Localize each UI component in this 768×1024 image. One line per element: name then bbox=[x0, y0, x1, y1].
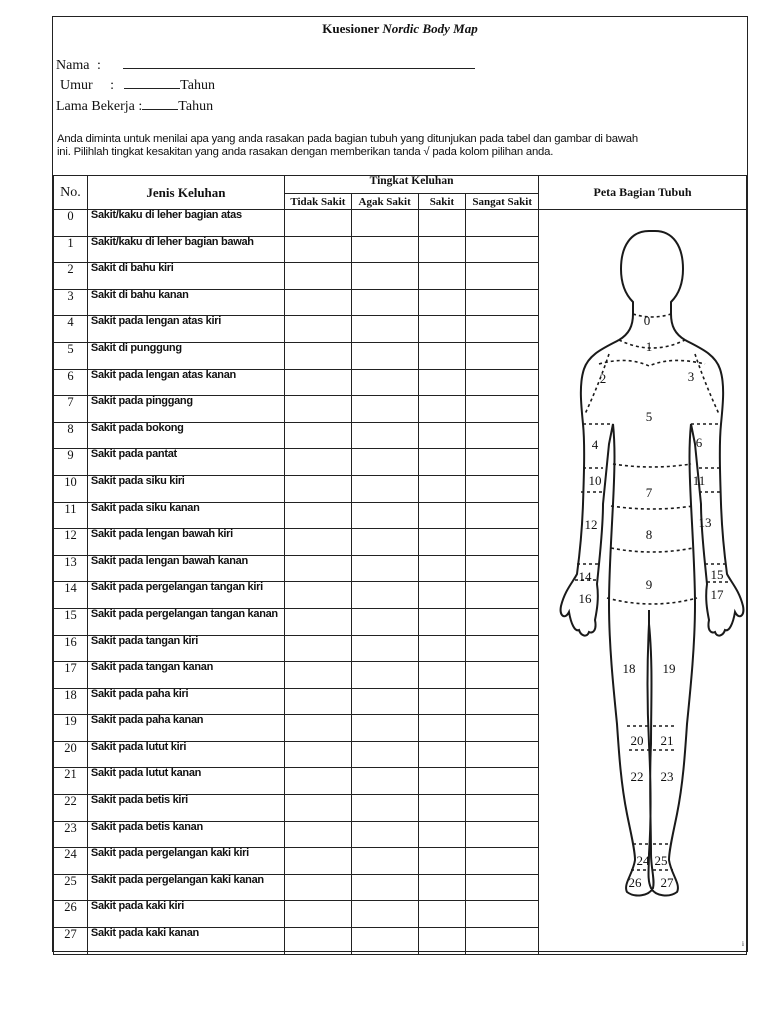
level-checkbox-cell[interactable] bbox=[418, 210, 466, 237]
level-checkbox-cell[interactable] bbox=[351, 396, 418, 423]
level-checkbox-cell[interactable] bbox=[351, 236, 418, 263]
level-checkbox-cell[interactable] bbox=[351, 768, 418, 795]
level-header-0: Tidak Sakit bbox=[285, 194, 352, 210]
level-checkbox-cell[interactable] bbox=[466, 741, 539, 768]
region-label-18: 18 bbox=[622, 661, 636, 676]
lama-bekerja-label: Lama Bekerja : bbox=[56, 99, 143, 114]
lama-bekerja-input-line[interactable] bbox=[142, 97, 178, 110]
level-checkbox-cell[interactable] bbox=[418, 768, 466, 795]
region-label-7: 7 bbox=[645, 485, 653, 500]
level-checkbox-cell[interactable] bbox=[285, 662, 352, 689]
row-number: 9 bbox=[54, 449, 88, 476]
level-checkbox-cell[interactable] bbox=[285, 475, 352, 502]
complaint-label: Sakit pada pergelangan kaki kanan bbox=[87, 874, 284, 901]
level-checkbox-cell[interactable] bbox=[466, 475, 539, 502]
level-checkbox-cell[interactable] bbox=[466, 768, 539, 795]
level-checkbox-cell[interactable] bbox=[418, 582, 466, 609]
region-label-9: 9 bbox=[645, 577, 653, 592]
level-checkbox-cell[interactable] bbox=[418, 635, 466, 662]
level-checkbox-cell[interactable] bbox=[351, 741, 418, 768]
corner-mark: i bbox=[742, 939, 744, 948]
level-checkbox-cell[interactable] bbox=[466, 422, 539, 449]
row-number: 24 bbox=[54, 848, 88, 875]
level-checkbox-cell[interactable] bbox=[418, 688, 466, 715]
level-checkbox-cell[interactable] bbox=[418, 316, 466, 343]
level-checkbox-cell[interactable] bbox=[285, 848, 352, 875]
level-checkbox-cell[interactable] bbox=[285, 901, 352, 928]
form-header bbox=[53, 17, 747, 176]
level-checkbox-cell[interactable] bbox=[466, 289, 539, 316]
level-checkbox-cell[interactable] bbox=[351, 901, 418, 928]
level-checkbox-cell[interactable] bbox=[285, 635, 352, 662]
level-checkbox-cell[interactable] bbox=[466, 396, 539, 423]
region-label-2: 2 bbox=[599, 371, 607, 386]
segment-line-4 bbox=[695, 354, 719, 414]
complaint-label: Sakit pada lengan atas kanan bbox=[87, 369, 284, 396]
level-checkbox-cell[interactable] bbox=[351, 608, 418, 635]
level-checkbox-cell[interactable] bbox=[466, 369, 539, 396]
level-checkbox-cell[interactable] bbox=[285, 289, 352, 316]
row-number: 27 bbox=[54, 928, 88, 955]
segment-line-12 bbox=[611, 506, 693, 509]
complaint-label: Sakit pada siku kiri bbox=[87, 475, 284, 502]
region-label-8: 8 bbox=[645, 527, 653, 542]
level-header-2: Sakit bbox=[418, 194, 466, 210]
level-checkbox-cell[interactable] bbox=[466, 928, 539, 955]
segment-line-13 bbox=[611, 548, 693, 552]
region-label-25: 25 bbox=[654, 853, 668, 868]
level-checkbox-cell[interactable] bbox=[466, 263, 539, 290]
complaint-label: Sakit pada paha kiri bbox=[87, 688, 284, 715]
level-checkbox-cell[interactable] bbox=[285, 236, 352, 263]
segment-line-18 bbox=[607, 598, 697, 604]
level-checkbox-cell[interactable] bbox=[466, 449, 539, 476]
level-checkbox-cell[interactable] bbox=[351, 210, 418, 237]
region-label-19: 19 bbox=[662, 661, 676, 676]
level-checkbox-cell[interactable] bbox=[285, 582, 352, 609]
level-checkbox-cell[interactable] bbox=[418, 342, 466, 369]
segment-line-0 bbox=[633, 314, 671, 317]
title-prefix: Kuesioner bbox=[322, 21, 383, 36]
region-label-20: 20 bbox=[630, 733, 644, 748]
level-checkbox-cell[interactable] bbox=[351, 449, 418, 476]
level-checkbox-cell[interactable] bbox=[285, 688, 352, 715]
region-label-24: 24 bbox=[636, 853, 650, 868]
row-number: 6 bbox=[54, 369, 88, 396]
level-checkbox-cell[interactable] bbox=[466, 821, 539, 848]
region-label-13: 13 bbox=[698, 515, 712, 530]
region-label-15: 15 bbox=[710, 567, 724, 582]
level-checkbox-cell[interactable] bbox=[418, 662, 466, 689]
row-number: 13 bbox=[54, 555, 88, 582]
complaint-label: Sakit pada pergelangan tangan kanan bbox=[87, 608, 284, 635]
level-checkbox-cell[interactable] bbox=[418, 608, 466, 635]
level-checkbox-cell[interactable] bbox=[466, 901, 539, 928]
level-checkbox-cell[interactable] bbox=[351, 635, 418, 662]
region-label-3: 3 bbox=[687, 369, 695, 384]
level-checkbox-cell[interactable] bbox=[285, 608, 352, 635]
complaint-label: Sakit pada betis kanan bbox=[87, 821, 284, 848]
complaint-label: Sakit pada bokong bbox=[87, 422, 284, 449]
level-checkbox-cell[interactable] bbox=[466, 316, 539, 343]
row-number: 12 bbox=[54, 529, 88, 556]
level-checkbox-cell[interactable] bbox=[418, 396, 466, 423]
instructions bbox=[57, 133, 717, 158]
row-number: 2 bbox=[54, 263, 88, 290]
complaint-label: Sakit/kaku di leher bagian bawah bbox=[87, 236, 284, 263]
umur-separator: : bbox=[110, 78, 115, 93]
level-checkbox-cell[interactable] bbox=[466, 608, 539, 635]
level-checkbox-cell[interactable] bbox=[466, 342, 539, 369]
level-checkbox-cell[interactable] bbox=[418, 848, 466, 875]
row-number: 11 bbox=[54, 502, 88, 529]
region-label-26: 26 bbox=[628, 875, 642, 890]
level-checkbox-cell[interactable] bbox=[351, 688, 418, 715]
title-italic: Nordic Body Map bbox=[382, 21, 478, 36]
complaint-label: Sakit pada lengan bawah kiri bbox=[87, 529, 284, 556]
region-label-21: 21 bbox=[660, 733, 674, 748]
level-checkbox-cell[interactable] bbox=[418, 715, 466, 742]
complaint-label: Sakit pada lengan atas kiri bbox=[87, 316, 284, 343]
region-label-12: 12 bbox=[584, 517, 598, 532]
level-checkbox-cell[interactable] bbox=[418, 502, 466, 529]
level-checkbox-cell[interactable] bbox=[466, 635, 539, 662]
level-header-1: Agak Sakit bbox=[351, 194, 418, 210]
row-number: 4 bbox=[54, 316, 88, 343]
region-label-11: 11 bbox=[692, 473, 706, 488]
nama-input-line[interactable] bbox=[123, 56, 475, 69]
complaint-label: Sakit di bahu kanan bbox=[87, 289, 284, 316]
row-number: 16 bbox=[54, 635, 88, 662]
level-checkbox-cell[interactable] bbox=[351, 662, 418, 689]
instruction-line-1: Anda diminta untuk menilai apa yang anda rasakan pada bagian tubuh yang ditunjukan pada tabel dan gambar di bawah bbox=[57, 133, 638, 145]
complaint-label: Sakit pada pantat bbox=[87, 449, 284, 476]
level-checkbox-cell[interactable] bbox=[418, 236, 466, 263]
complaint-label: Sakit/kaku di leher bagian atas bbox=[87, 210, 284, 237]
form-title bbox=[53, 21, 747, 37]
level-checkbox-cell[interactable] bbox=[418, 529, 466, 556]
level-checkbox-cell[interactable] bbox=[418, 555, 466, 582]
row-number: 0 bbox=[54, 210, 88, 237]
region-label-22: 22 bbox=[630, 769, 644, 784]
level-checkbox-cell[interactable] bbox=[418, 449, 466, 476]
level-checkbox-cell[interactable] bbox=[351, 555, 418, 582]
level-checkbox-cell[interactable] bbox=[466, 502, 539, 529]
row-number: 25 bbox=[54, 874, 88, 901]
body-map-cell bbox=[539, 210, 747, 955]
complaint-label: Sakit pada lutut kiri bbox=[87, 741, 284, 768]
row-number: 7 bbox=[54, 396, 88, 423]
level-checkbox-cell[interactable] bbox=[351, 821, 418, 848]
level-checkbox-cell[interactable] bbox=[285, 263, 352, 290]
row-number: 1 bbox=[54, 236, 88, 263]
level-checkbox-cell[interactable] bbox=[466, 848, 539, 875]
level-checkbox-cell[interactable] bbox=[285, 342, 352, 369]
body-map-figure bbox=[539, 210, 746, 950]
umur-input-line[interactable] bbox=[124, 76, 180, 89]
level-checkbox-cell[interactable] bbox=[466, 688, 539, 715]
level-checkbox-cell[interactable] bbox=[466, 582, 539, 609]
region-label-17: 17 bbox=[710, 587, 724, 602]
region-label-1: 1 bbox=[645, 339, 653, 354]
level-checkbox-cell[interactable] bbox=[351, 263, 418, 290]
level-checkbox-cell[interactable] bbox=[285, 715, 352, 742]
level-checkbox-cell[interactable] bbox=[418, 369, 466, 396]
level-checkbox-cell[interactable] bbox=[418, 289, 466, 316]
level-checkbox-cell[interactable] bbox=[351, 874, 418, 901]
row-number: 5 bbox=[54, 342, 88, 369]
level-checkbox-cell[interactable] bbox=[466, 715, 539, 742]
row-number: 22 bbox=[54, 795, 88, 822]
level-checkbox-cell[interactable] bbox=[351, 422, 418, 449]
level-checkbox-cell[interactable] bbox=[285, 369, 352, 396]
segment-line-8 bbox=[613, 464, 691, 467]
umur-unit: Tahun bbox=[180, 78, 215, 93]
region-label-6: 6 bbox=[695, 435, 703, 450]
complaint-label: Sakit pada siku kanan bbox=[87, 502, 284, 529]
level-checkbox-cell[interactable] bbox=[285, 422, 352, 449]
level-checkbox-cell[interactable] bbox=[351, 316, 418, 343]
umur-field[interactable] bbox=[60, 76, 215, 94]
level-checkbox-cell[interactable] bbox=[285, 874, 352, 901]
segment-line-2 bbox=[599, 360, 705, 366]
level-checkbox-cell[interactable] bbox=[285, 795, 352, 822]
complaint-label: Sakit pada lutut kanan bbox=[87, 768, 284, 795]
level-checkbox-cell[interactable] bbox=[418, 741, 466, 768]
level-checkbox-cell[interactable] bbox=[285, 555, 352, 582]
region-label-4: 4 bbox=[591, 437, 599, 452]
complaint-label: Sakit pada paha kanan bbox=[87, 715, 284, 742]
row-number: 17 bbox=[54, 662, 88, 689]
complaint-table bbox=[53, 175, 747, 955]
level-checkbox-cell[interactable] bbox=[285, 821, 352, 848]
lama-bekerja-unit: Tahun bbox=[178, 99, 214, 114]
level-checkbox-cell[interactable] bbox=[418, 475, 466, 502]
level-checkbox-cell[interactable] bbox=[285, 449, 352, 476]
level-checkbox-cell[interactable] bbox=[466, 874, 539, 901]
row-number: 19 bbox=[54, 715, 88, 742]
level-checkbox-cell[interactable] bbox=[418, 422, 466, 449]
instruction-line-2: ini. Pilihlah tingkat kesakitan yang anda rasakan dengan memberikan tanda √ pada kolom pilihan anda. bbox=[57, 145, 554, 158]
level-checkbox-cell[interactable] bbox=[466, 795, 539, 822]
level-checkbox-cell[interactable] bbox=[351, 475, 418, 502]
level-checkbox-cell[interactable] bbox=[466, 662, 539, 689]
nama-label: Nama bbox=[56, 58, 90, 73]
umur-label: Umur bbox=[60, 78, 93, 93]
col-tingkat-header: Tingkat Keluhan bbox=[285, 176, 539, 194]
complaint-label: Sakit pada lengan bawah kanan bbox=[87, 555, 284, 582]
region-label-0: 0 bbox=[643, 313, 651, 328]
region-label-5: 5 bbox=[645, 409, 653, 424]
row-number: 14 bbox=[54, 582, 88, 609]
complaint-label: Sakit pada kaki kanan bbox=[87, 928, 284, 955]
col-no-header: No. bbox=[54, 176, 88, 210]
row-number: 10 bbox=[54, 475, 88, 502]
level-checkbox-cell[interactable] bbox=[351, 342, 418, 369]
level-checkbox-cell[interactable] bbox=[351, 502, 418, 529]
level-checkbox-cell[interactable] bbox=[351, 369, 418, 396]
complaint-label: Sakit pada kaki kiri bbox=[87, 901, 284, 928]
level-checkbox-cell[interactable] bbox=[285, 928, 352, 955]
level-checkbox-cell[interactable] bbox=[418, 821, 466, 848]
level-checkbox-cell[interactable] bbox=[285, 210, 352, 237]
level-header-3: Sangat Sakit bbox=[466, 194, 539, 210]
level-checkbox-cell[interactable] bbox=[466, 236, 539, 263]
col-peta-header: Peta Bagian Tubuh bbox=[539, 176, 747, 210]
level-checkbox-cell[interactable] bbox=[418, 874, 466, 901]
level-checkbox-cell[interactable] bbox=[466, 529, 539, 556]
level-checkbox-cell[interactable] bbox=[418, 263, 466, 290]
level-checkbox-cell[interactable] bbox=[285, 741, 352, 768]
level-checkbox-cell[interactable] bbox=[351, 848, 418, 875]
level-checkbox-cell[interactable] bbox=[351, 582, 418, 609]
level-checkbox-cell[interactable] bbox=[285, 502, 352, 529]
level-checkbox-cell[interactable] bbox=[351, 795, 418, 822]
level-checkbox-cell[interactable] bbox=[418, 901, 466, 928]
complaint-label: Sakit pada tangan kiri bbox=[87, 635, 284, 662]
complaint-label: Sakit pada pergelangan tangan kiri bbox=[87, 582, 284, 609]
level-checkbox-cell[interactable] bbox=[351, 715, 418, 742]
level-checkbox-cell[interactable] bbox=[285, 768, 352, 795]
row-number: 21 bbox=[54, 768, 88, 795]
lama-bekerja-field[interactable] bbox=[56, 97, 213, 115]
region-label-16: 16 bbox=[578, 591, 592, 606]
row-number: 26 bbox=[54, 901, 88, 928]
row-number: 15 bbox=[54, 608, 88, 635]
level-checkbox-cell[interactable] bbox=[351, 529, 418, 556]
questionnaire-sheet bbox=[52, 16, 748, 952]
complaint-label: Sakit pada pinggang bbox=[87, 396, 284, 423]
row-number: 8 bbox=[54, 422, 88, 449]
level-checkbox-cell[interactable] bbox=[351, 289, 418, 316]
level-checkbox-cell[interactable] bbox=[285, 396, 352, 423]
level-checkbox-cell[interactable] bbox=[466, 210, 539, 237]
complaint-label: Sakit pada betis kiri bbox=[87, 795, 284, 822]
level-checkbox-cell[interactable] bbox=[285, 316, 352, 343]
table-row bbox=[54, 210, 747, 237]
complaint-label: Sakit pada pergelangan kaki kiri bbox=[87, 848, 284, 875]
complaint-label: Sakit di bahu kiri bbox=[87, 263, 284, 290]
row-number: 23 bbox=[54, 821, 88, 848]
row-number: 20 bbox=[54, 741, 88, 768]
region-label-10: 10 bbox=[588, 473, 602, 488]
region-label-23: 23 bbox=[660, 769, 674, 784]
level-checkbox-cell[interactable] bbox=[351, 928, 418, 955]
level-checkbox-cell[interactable] bbox=[466, 555, 539, 582]
body-silhouette bbox=[561, 231, 744, 895]
complaint-label: Sakit pada tangan kanan bbox=[87, 662, 284, 689]
level-checkbox-cell[interactable] bbox=[418, 795, 466, 822]
col-jenis-header: Jenis Keluhan bbox=[87, 176, 284, 210]
nama-separator: : bbox=[96, 58, 101, 73]
row-number: 18 bbox=[54, 688, 88, 715]
level-checkbox-cell[interactable] bbox=[418, 928, 466, 955]
level-checkbox-cell[interactable] bbox=[285, 529, 352, 556]
complaint-label: Sakit di punggung bbox=[87, 342, 284, 369]
region-label-27: 27 bbox=[660, 875, 674, 890]
nama-field[interactable] bbox=[56, 56, 475, 74]
region-label-14: 14 bbox=[578, 569, 592, 584]
row-number: 3 bbox=[54, 289, 88, 316]
